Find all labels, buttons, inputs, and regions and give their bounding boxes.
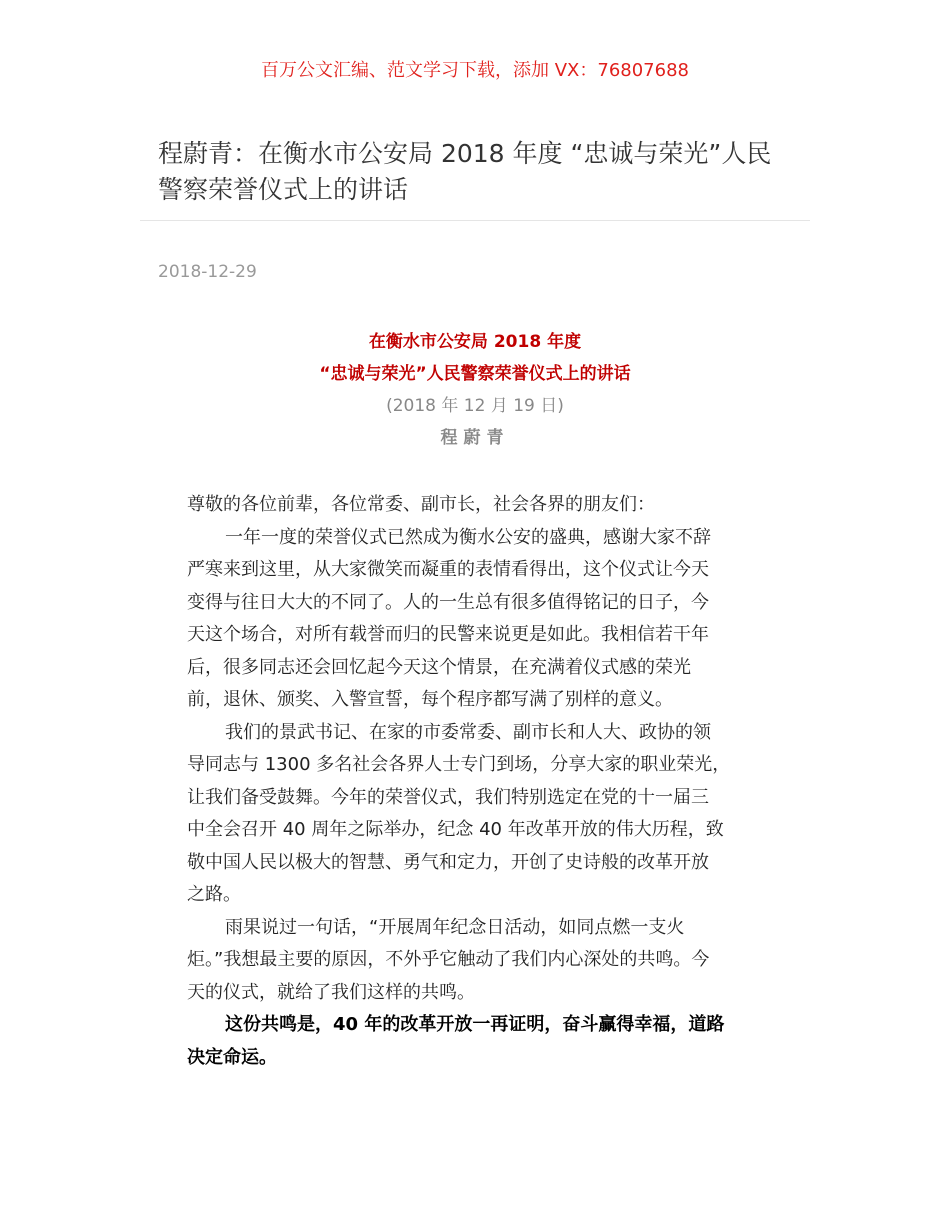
speech-heading <box>0 326 950 454</box>
text-line: 导同志与 1300 多名社会各界人士专门到场，分享大家的职业荣光， <box>187 754 731 775</box>
article-body <box>187 489 777 1074</box>
speech-title-line2: “忠诚与荣光”人民警察荣誉仪式上的讲话 <box>319 364 631 384</box>
paragraph <box>187 717 777 912</box>
text-line: 我们的景武书记、在家的市委常委、副市长和人大、政协的领 <box>225 721 711 743</box>
text-line: 后，很多同志还会回忆起今天这个情景，在充满着仪式感的荣光 <box>187 656 691 678</box>
text-line: 让我们备受鼓舞。今年的荣誉仪式，我们特别选定在党的十一届三 <box>187 786 709 808</box>
text-line: 变得与往日大大的不同了。人的一生总有很多值得铭记的日子，今 <box>187 591 709 613</box>
paragraph-bold <box>187 1009 777 1074</box>
paragraph <box>187 522 777 717</box>
text-line: 雨果说过一句话，“开展周年纪念日活动，如同点燃一支火 <box>225 916 685 938</box>
text-line: 决定命运。 <box>187 1046 277 1068</box>
text-line: 严寒来到这里，从大家微笑而凝重的表情看得出，这个仪式让今天 <box>187 559 709 580</box>
text-line: 天的仪式，就给了我们这样的共鸣。 <box>187 981 475 1003</box>
text-line: 一年一度的荣誉仪式已然成为衡水公安的盛典，感谢大家不辞 <box>225 526 711 548</box>
promo-banner: 百万公文汇编、范文学习下载，添加 VX：76807688 <box>261 60 689 81</box>
speech-author: 程蔚青 <box>440 428 510 448</box>
article-title <box>158 136 798 208</box>
text-line: 这份共鸣是，40 年的改革开放一再证明，奋斗赢得幸福，道路 <box>225 1014 725 1035</box>
speech-date: (2018 年 12 月 19 日) <box>386 396 564 416</box>
divider <box>140 220 810 221</box>
text-line: 中全会召开 40 周年之际举办，纪念 40 年改革开放的伟大历程，致 <box>187 819 724 840</box>
text-line: 尊敬的各位前辈，各位常委、副市长，社会各界的朋友们： <box>187 494 655 515</box>
paragraph-salutation <box>187 489 777 522</box>
text-line: 炬。”我想最主要的原因，不外乎它触动了我们内心深处的共鸣。今 <box>187 949 710 970</box>
speech-title-line1: 在衡水市公安局 2018 年度 <box>368 332 582 352</box>
title-line: 程蔚青：在衡水市公安局 2018 年度 “忠诚与荣光”人民 <box>158 139 772 168</box>
text-line: 之路。 <box>187 884 241 905</box>
text-line: 敬中国人民以极大的智慧、勇气和定力，开创了史诗般的改革开放 <box>187 851 709 873</box>
publish-date: 2018-12-29 <box>158 262 257 282</box>
paragraph <box>187 912 777 1010</box>
title-line: 警察荣誉仪式上的讲话 <box>158 175 409 204</box>
text-line: 天这个场合，对所有载誉而归的民警来说更是如此。我相信若干年 <box>187 624 709 645</box>
text-line: 前，退休、颁奖、入警宣誓，每个程序都写满了别样的意义。 <box>187 689 673 710</box>
